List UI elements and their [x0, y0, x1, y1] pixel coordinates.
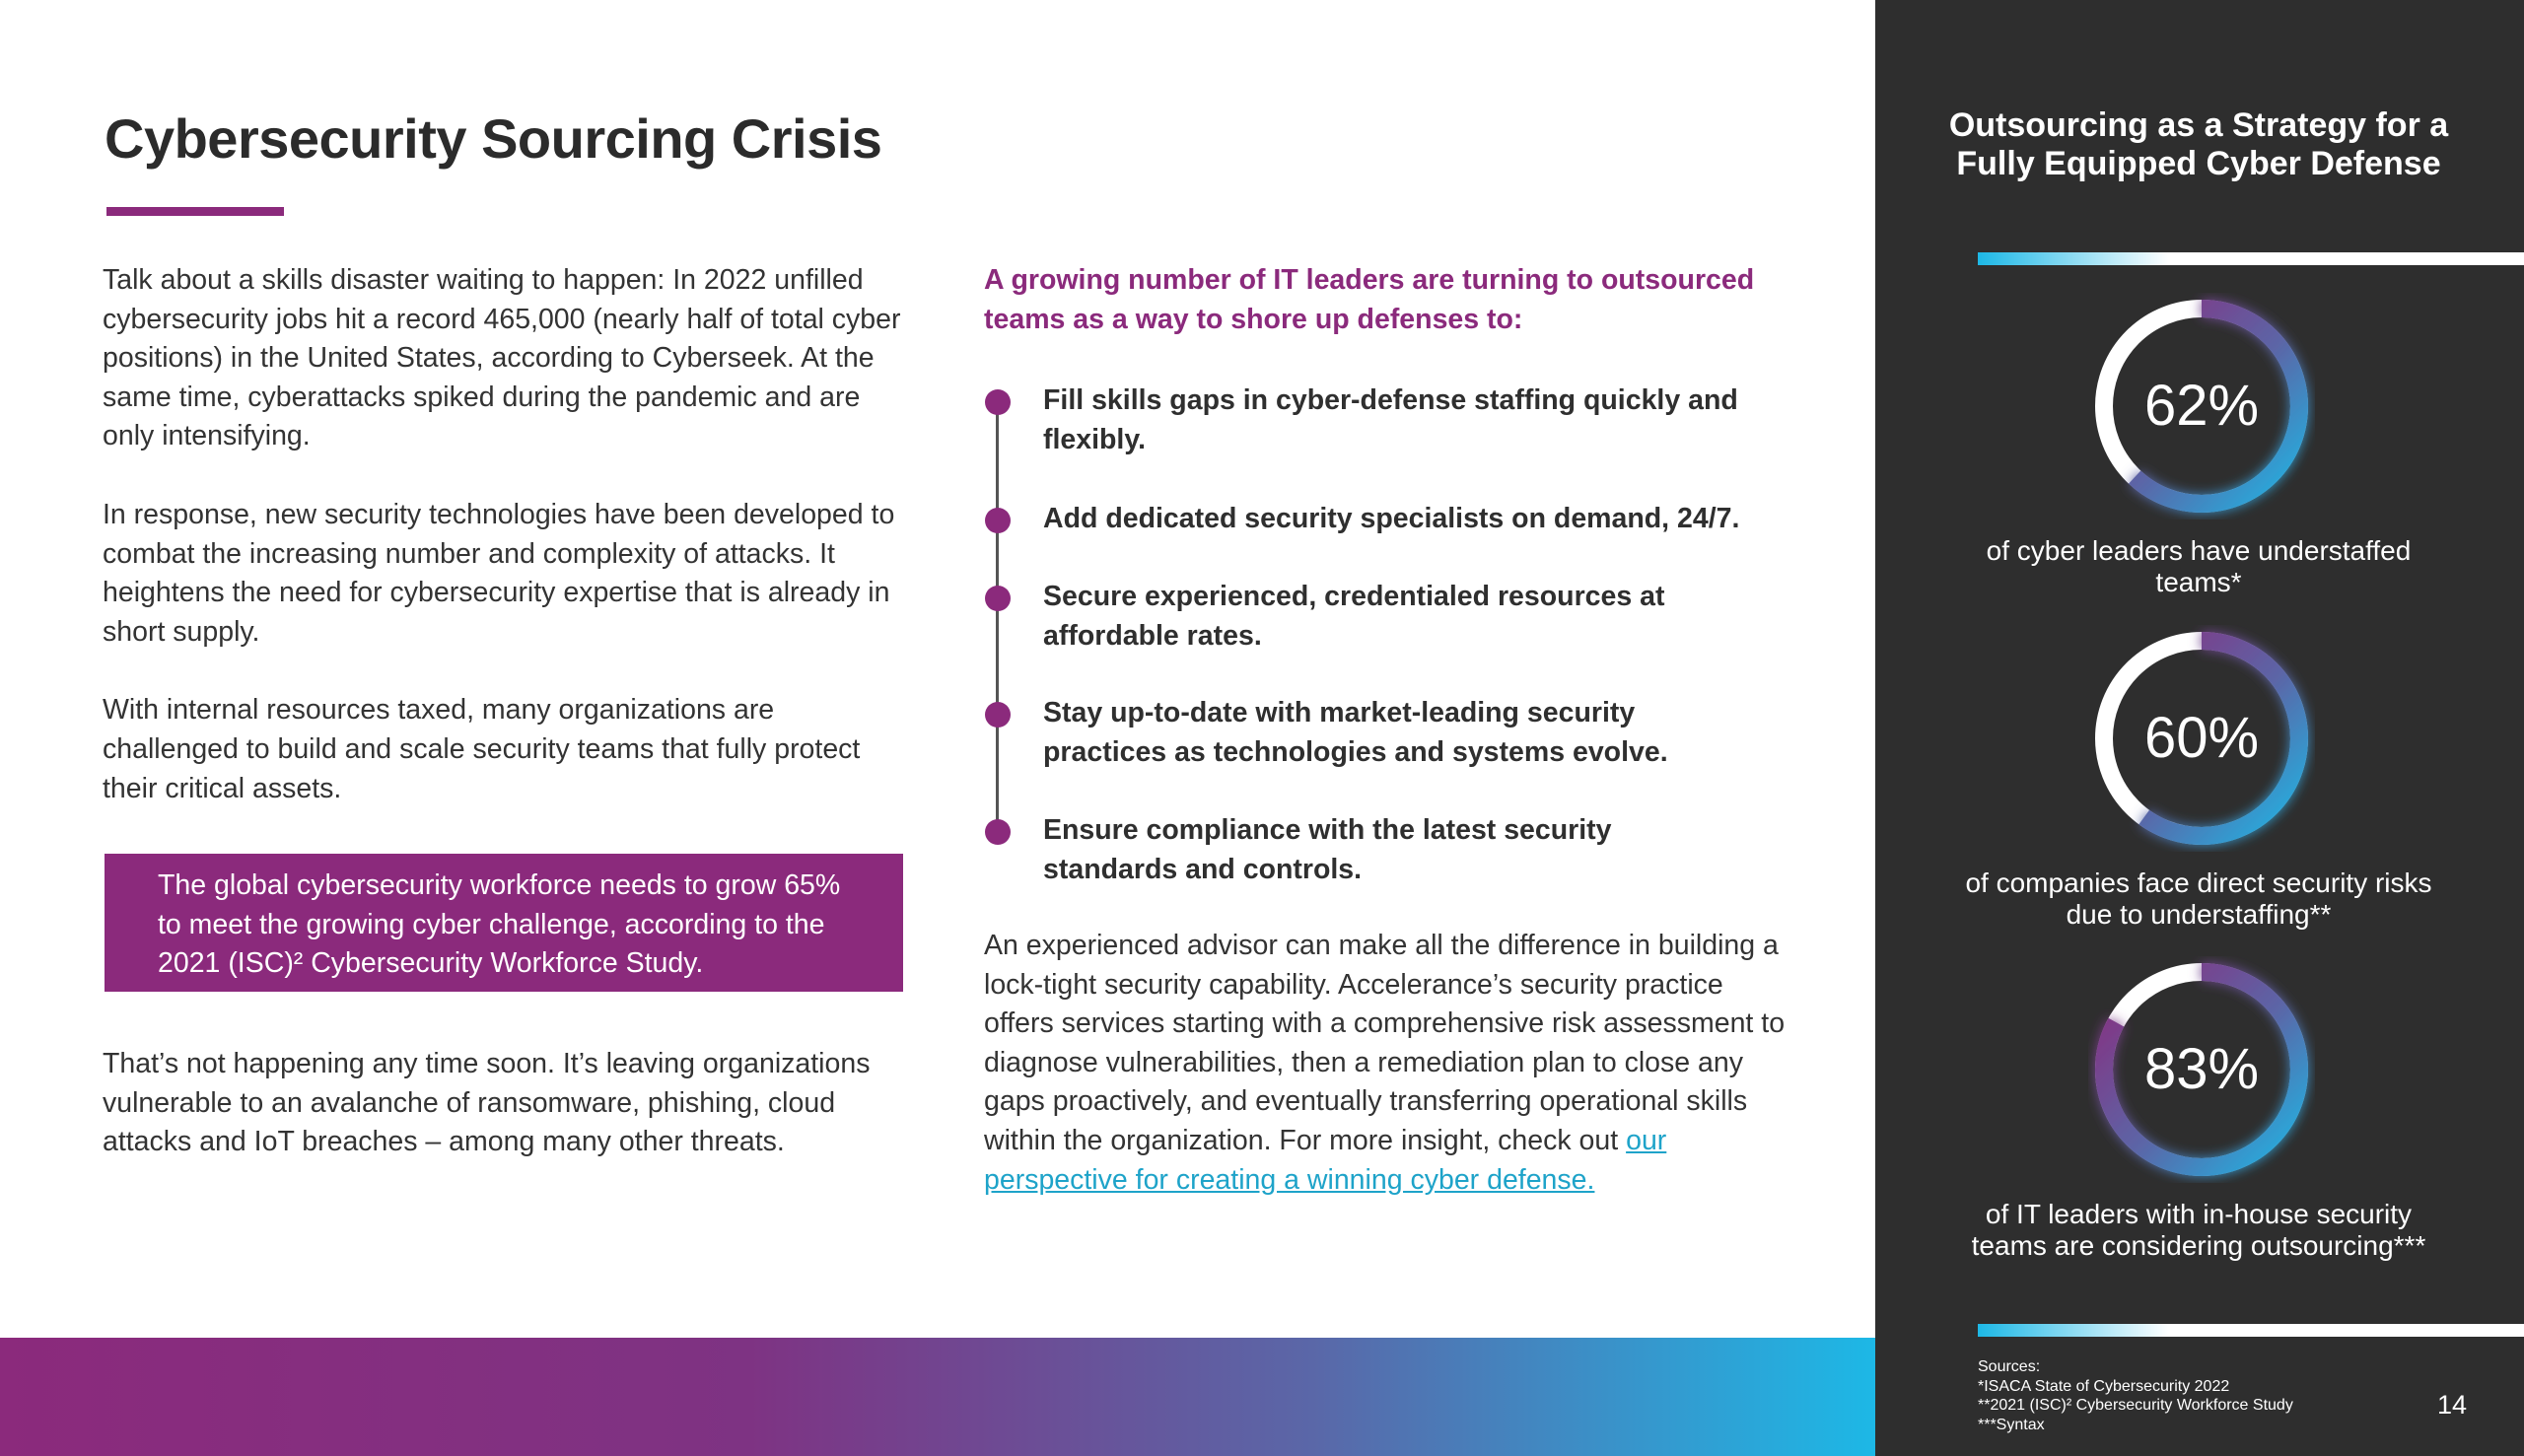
sidebar-bottom-rule: [1978, 1324, 2524, 1337]
bullet-dot: [985, 586, 1011, 611]
intro-paragraph: Talk about a skills disaster waiting to happen: In 2022 unfilled cybersecurity jobs hit a record 465,000 (nearly half of total cyber positions) in the United States, according to Cyberseek. At the same time, cyberattacks spiked during the pandemic and are only intensifying.: [103, 264, 901, 452]
bullet-dot: [985, 508, 1011, 533]
stat-ring-83: [2088, 956, 2315, 1183]
source-item: **2021 (ISC)² Cybersecurity Workforce Study: [1978, 1397, 2293, 1414]
stat-value: 83%: [2143, 1037, 2260, 1101]
bullet-dot: [985, 702, 1011, 728]
source-item: ***Syntax: [1978, 1416, 2045, 1433]
sidebar-top-rule: [1978, 252, 2524, 265]
stat-ring-60: [2088, 625, 2315, 852]
outsourcing-column: [984, 261, 1792, 339]
bullet-item: Fill skills gaps in cyber-defense staffing quickly and flexibly.: [1043, 384, 1738, 455]
bullet-item: Add dedicated security specialists on demand, 24/7.: [1043, 503, 1740, 534]
cyber-defense-link[interactable]: our perspective for creating a winning cyber defense.: [984, 1124, 1667, 1196]
closing-paragraph: That’s not happening any time soon. It’s leaving organizations vulnerable to an avalanche of ransomware, phishing, cloud attacks and IoT breaches – among many other threats.: [103, 1048, 871, 1158]
source-item: *ISACA State of Cybersecurity 2022: [1978, 1377, 2230, 1395]
resources-paragraph: With internal resources taxed, many organizations are challenged to build and scale security teams that fully protect their critical assets.: [103, 694, 861, 804]
workforce-callout: [105, 854, 903, 992]
page-number: 14: [2437, 1390, 2468, 1420]
bullet-timeline: [996, 402, 999, 832]
intro-column: [103, 261, 911, 808]
sources-heading: Sources:: [1978, 1358, 2041, 1375]
bullet-item: Secure experienced, credentialed resources at affordable rates.: [1043, 581, 1665, 652]
stat-caption: of IT leaders with in-house security teams are considering outsourcing***: [1971, 1199, 2426, 1261]
footer-gradient-bar: [0, 1338, 1875, 1456]
sources-list: [1978, 1357, 2293, 1434]
bullet-dot: [985, 819, 1011, 845]
bullet-dot: [985, 389, 1011, 415]
callout-text: The global cybersecurity workforce needs to grow 65% to meet the growing cyber challenge, according to the 2021 (ISC)² Cybersecurity Workforce Study.: [158, 869, 841, 980]
stat-ring-62: [2088, 293, 2315, 520]
stat-caption: of companies face direct security risks due to understaffing**: [1965, 867, 2432, 930]
bullet-item: Ensure compliance with the latest security standards and controls.: [1043, 814, 1612, 885]
closing-column: [103, 1045, 921, 1162]
outsourcing-lead: A growing number of IT leaders are turning to outsourced teams as a way to shore up defenses to:: [984, 264, 1755, 335]
advisor-text: An experienced advisor can make all the difference in building a lock-tight security capability. Accelerance’s security practice offers services starting with a comprehensive risk assessment to diagnose vulnerabilities, then a remediation plan to close any gaps proactively, and eventually transferring operational skills within the organization. For more insight, check out: [984, 930, 1786, 1156]
title-underline: [106, 207, 284, 216]
stat-caption: of cyber leaders have understaffed teams*: [1986, 535, 2412, 597]
bullet-item: Stay up-to-date with market-leading security practices as technologies and systems evolve.: [1043, 697, 1668, 768]
stat-value: 60%: [2143, 706, 2260, 770]
response-paragraph: In response, new security technologies have been developed to combat the increasing number and complexity of attacks. It heightens the need for cybersecurity expertise that is already in short supply.: [103, 498, 895, 648]
sidebar-title: Outsourcing as a Strategy for a Fully Equipped Cyber Defense: [1948, 106, 2449, 182]
stat-value: 62%: [2143, 374, 2260, 438]
advisor-paragraph: [984, 927, 1792, 1200]
page-title: Cybersecurity Sourcing Crisis: [105, 107, 882, 170]
